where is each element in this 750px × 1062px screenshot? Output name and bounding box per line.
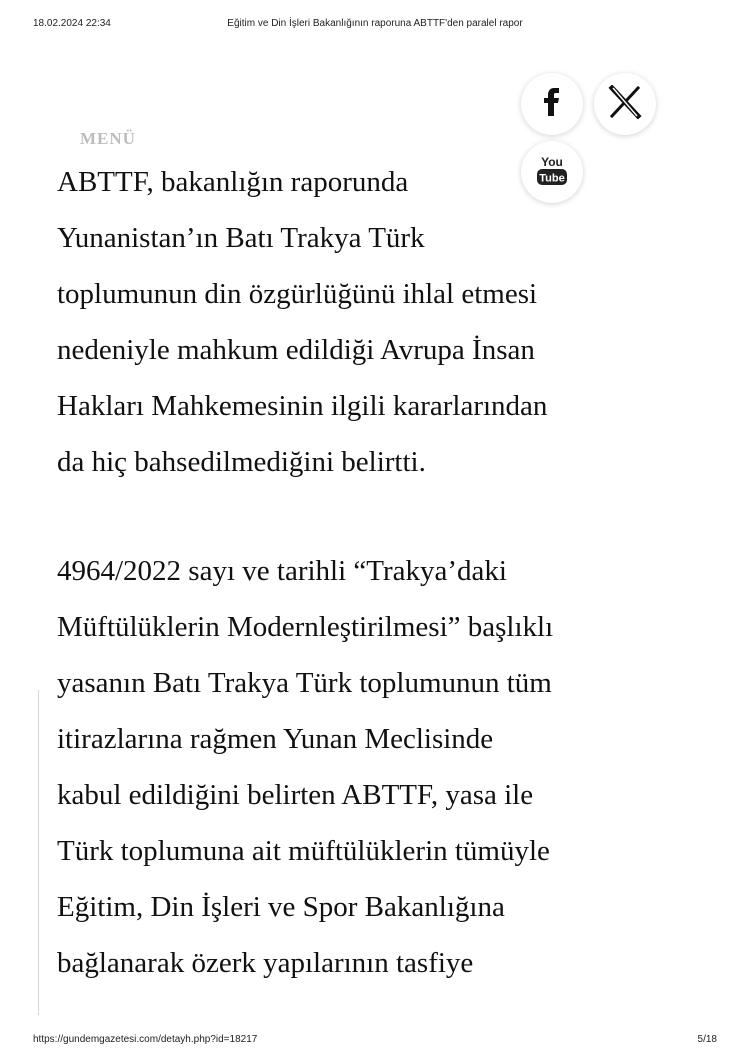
youtube-icon [534, 152, 570, 193]
print-url: https://gundemgazetesi.com/detayh.php?id=18217 [33, 1034, 258, 1045]
text-line: bağlanarak özerk yapılarının tasfiye [57, 947, 474, 979]
print-page-title: Eğitim ve Din İşleri Bakanlığının raporuna ABTTF'den paralel rapor [227, 18, 523, 29]
text-line: Türk toplumuna ait müftülüklerin tümüyle [57, 835, 550, 867]
text-line: kabul edildiğini belirten ABTTF, yasa ile [57, 779, 534, 811]
text-line: 4964/2022 sayı ve tarihli “Trakya’daki [57, 555, 507, 587]
facebook-button[interactable] [521, 73, 583, 135]
article-body [57, 150, 717, 1010]
x-icon [608, 85, 642, 124]
x-button[interactable] [594, 73, 656, 135]
text-line: yasanın Batı Trakya Türk toplumunun tüm [57, 667, 552, 699]
facebook-icon [542, 87, 562, 122]
menu-button[interactable]: MENÜ [80, 129, 136, 148]
text-line: ABTTF, bakanlığın raporunda [57, 166, 409, 198]
article-paragraph [57, 543, 717, 991]
left-border-line [38, 690, 39, 1015]
print-header [0, 18, 750, 32]
text-line: Hakları Mahkemesinin ilgili kararlarından [57, 390, 548, 422]
text-line: Müftülüklerin Modernleştirilmesi” başlıklı [57, 611, 554, 643]
text-line: Yunanistan’ın Batı Trakya Türk [57, 222, 425, 254]
text-line: Eğitim, Din İşleri ve Spor Bakanlığına [57, 891, 505, 923]
youtube-icon-text-bottom: Tube [539, 172, 565, 184]
text-line: nedeniyle mahkum edildiği Avrupa İnsan [57, 334, 535, 366]
article-paragraph [57, 154, 717, 490]
print-page-number: 5/18 [697, 1034, 717, 1045]
youtube-button[interactable] [521, 141, 583, 203]
print-footer [0, 1034, 750, 1048]
text-line: da hiç bahsedilmediğini belirtti. [57, 446, 426, 478]
youtube-icon-text-top: You [541, 154, 563, 169]
text-line: toplumunun din özgürlüğünü ihlal etmesi [57, 278, 538, 310]
text-line: itirazlarına rağmen Yunan Meclisinde [57, 723, 494, 755]
print-datetime: 18.02.2024 22:34 [33, 18, 111, 29]
